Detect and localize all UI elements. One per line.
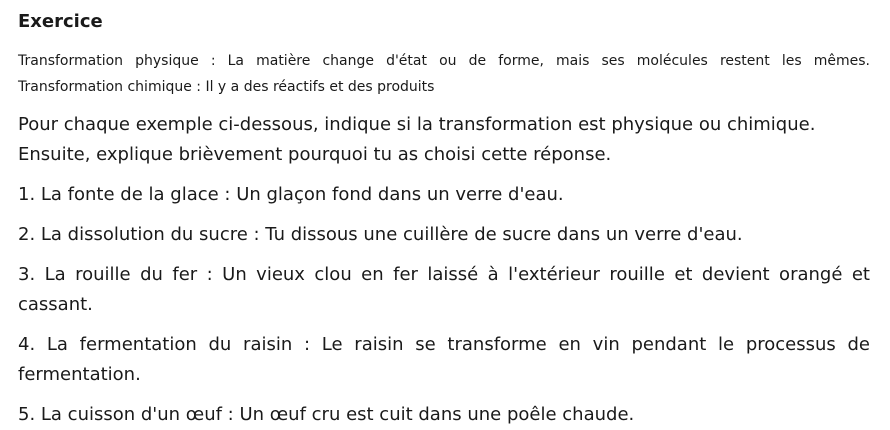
question-2: 2. La dissolution du sucre : Tu dissous une cuillère de sucre dans un verre d'eau.: [18, 224, 743, 245]
question-1: 1. La fonte de la glace : Un glaçon fond dans un verre d'eau.: [18, 184, 564, 205]
question-3: 3. La rouille du fer : Un vieux clou en fer laissé à l'extérieur rouille et devient orangé et cassant.: [18, 264, 870, 315]
question-4: 4. La fermentation du raisin : Le raisin se transforme en vin pendant le processus de fermentation.: [18, 334, 870, 385]
instructions: Pour chaque exemple ci-dessous, indique si la transformation est physique ou chimique. Ensuite, explique brièvement pourquoi tu as choisi cette réponse.: [18, 114, 816, 165]
exercise-title: Exercice: [18, 11, 103, 32]
definition-chemical: Transformation chimique : Il y a des réactifs et des produits: [18, 79, 435, 95]
definitions-block: [18, 48, 870, 100]
question-5: 5. La cuisson d'un œuf : Un œuf cru est cuit dans une poêle chaude.: [18, 404, 635, 425]
definition-physical: Transformation physique : La matière change d'état ou de forme, mais ses molécules restent les mêmes.: [18, 53, 870, 69]
